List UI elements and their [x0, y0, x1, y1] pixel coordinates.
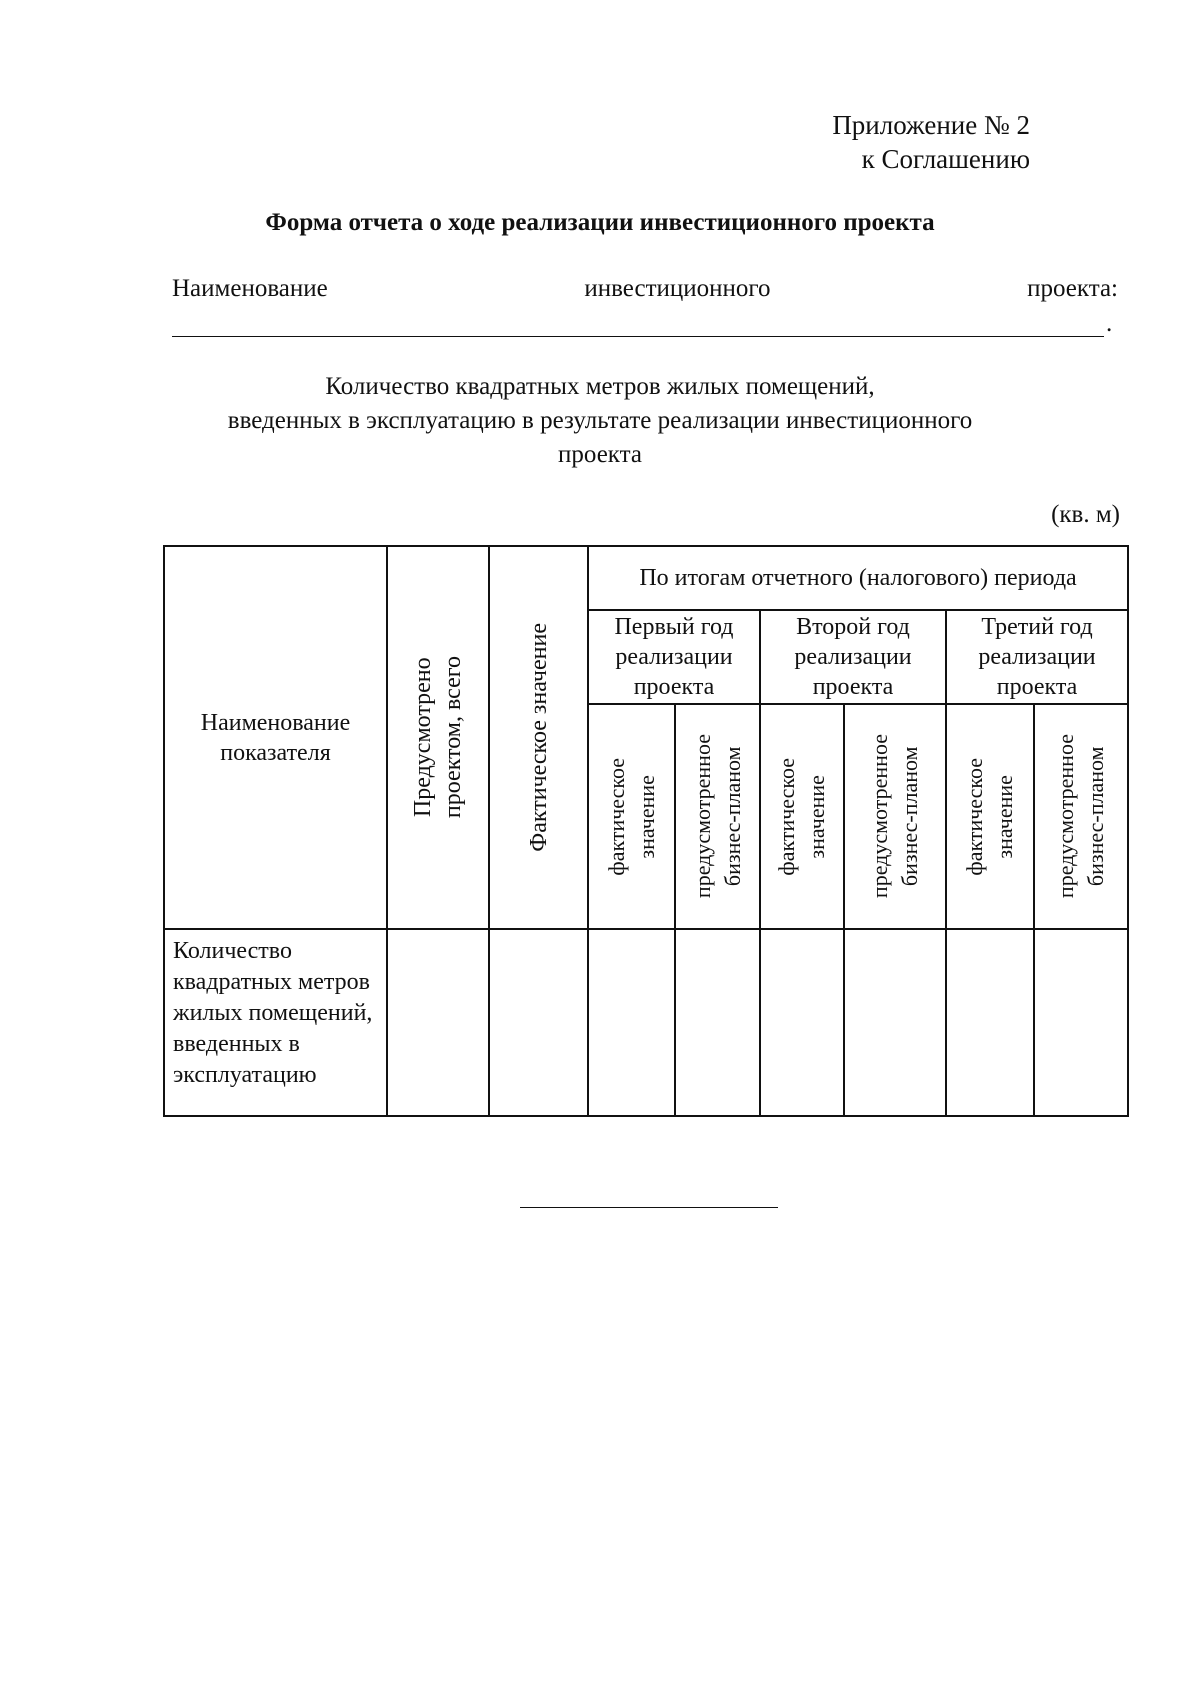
row-label: Количество квадратных метров жилых помещений, введенных в эксплуатацию: [164, 929, 387, 1116]
cell-year-2-actual[interactable]: [760, 929, 844, 1116]
table-caption-line-1: Количество квадратных метров жилых помещений,: [325, 373, 875, 400]
form-title: Форма отчета о ходе реализации инвестиционного проекта: [265, 209, 935, 236]
table-caption: [0, 370, 1200, 472]
closing-rule: [520, 1207, 778, 1208]
project-name-label: [172, 275, 1118, 303]
appendix-reference: [832, 108, 1030, 176]
header-indicator-name: Наименование показателя: [164, 546, 387, 929]
header-year-2-actual: [760, 704, 844, 929]
header-year-2-planned-text: предусмотренное бизнес-планом: [867, 734, 922, 899]
cell-year-2-planned[interactable]: [844, 929, 946, 1116]
header-year-1-planned: [675, 704, 760, 929]
appendix-number: Приложение № 2: [832, 110, 1030, 140]
header-planned-total-text: Предусмотрено проектом, всего: [410, 656, 466, 819]
header-year-2-actual-text: фактическое значение: [774, 757, 829, 876]
appendix-agreement: к Соглашению: [861, 144, 1030, 174]
project-name-word-3: проекта:: [1027, 275, 1118, 302]
cell-year-1-actual[interactable]: [588, 929, 675, 1116]
cell-actual-value[interactable]: [489, 929, 588, 1116]
header-period-results: По итогам отчетного (налогового) периода: [588, 546, 1128, 610]
header-planned-total: [387, 546, 489, 929]
header-year-3-actual: [946, 704, 1034, 929]
project-name-word-2: инвестиционного: [584, 275, 771, 302]
header-actual-value-text: Фактическое значение: [525, 623, 552, 852]
header-year-1-actual-text: фактическое значение: [603, 757, 659, 876]
report-table: [163, 545, 1129, 1117]
cell-year-1-planned[interactable]: [675, 929, 760, 1116]
project-name-terminator: .: [1106, 310, 1113, 337]
cell-year-3-planned[interactable]: [1034, 929, 1128, 1116]
header-year-2: Второй год реализации проекта: [760, 610, 946, 704]
header-year-2-planned: [844, 704, 946, 929]
header-actual-value: [489, 546, 588, 929]
project-name-word-1: Наименование: [172, 275, 328, 302]
table-caption-line-3: проекта: [558, 441, 642, 468]
header-year-1-actual: [588, 704, 675, 929]
table-row: [164, 929, 1128, 1116]
header-year-1-planned-text: предусмотренное бизнес-планом: [689, 734, 745, 899]
header-year-3: Третий год реализации проекта: [946, 610, 1128, 704]
header-year-3-planned: [1034, 704, 1128, 929]
header-year-3-planned-text: предусмотренное бизнес-планом: [1053, 734, 1109, 899]
units-label: (кв. м): [1051, 501, 1120, 528]
header-year-3-actual-text: фактическое значение: [962, 757, 1017, 876]
table-caption-line-2: введенных в эксплуатацию в результате реализации инвестиционного: [227, 407, 973, 434]
cell-year-3-actual[interactable]: [946, 929, 1034, 1116]
header-year-1: Первый год реализации проекта: [588, 610, 760, 704]
cell-planned-total[interactable]: [387, 929, 489, 1116]
project-name-field[interactable]: [172, 336, 1104, 337]
